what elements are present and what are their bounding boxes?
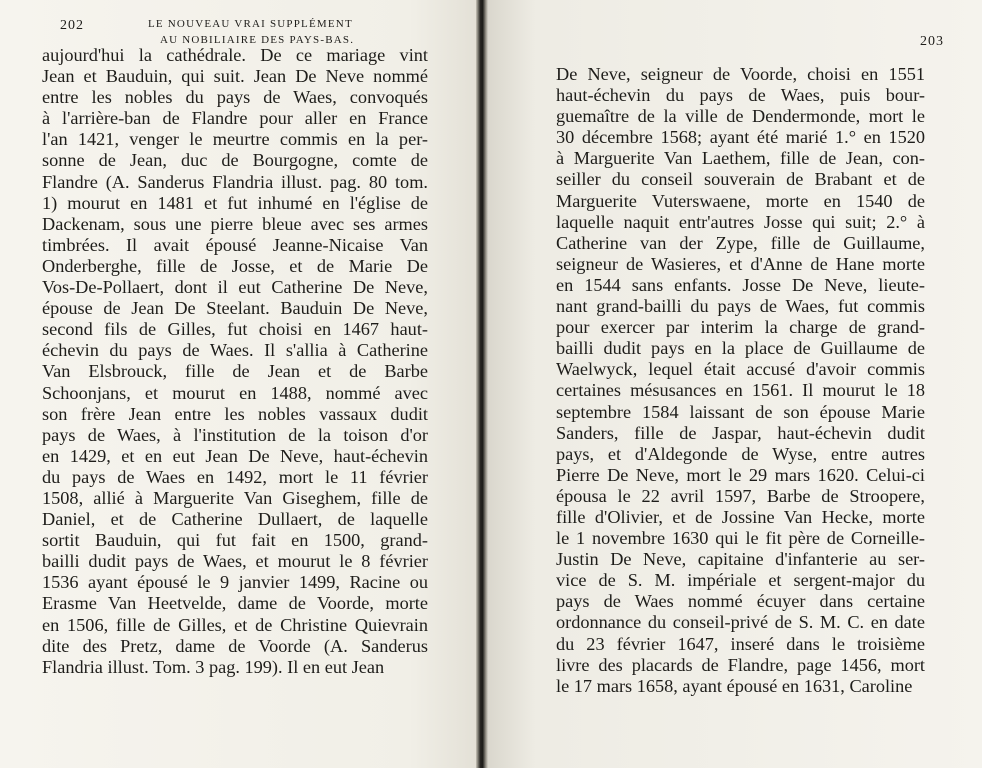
text-line: Erasme Van Heetvelde, dame de Voorde, morte — [42, 593, 428, 614]
text-line: le 1 novembre 1630 qui le fit père de Corneille- — [556, 528, 925, 549]
text-line: aujourd'hui la cathédrale. De ce mariage vint — [42, 45, 428, 65]
text-line: Dackenam, sous une pierre bleue avec ses armes — [42, 213, 428, 234]
text-line: Pierre De Neve, mort le 29 mars 1620. Celui-ci — [556, 464, 925, 485]
text-line: épousa le 22 avril 1597, Barbe de Stroopere, — [556, 485, 925, 506]
right-page-body — [556, 64, 925, 697]
text-line: sonne de Jean, duc de Bourgogne, comte de — [42, 150, 428, 171]
text-line: livre des placards de Flandre, page 1456, mort — [556, 654, 925, 675]
text-line: du pays de Waes en 1492, mort le 11 février — [42, 466, 428, 487]
text-line: guemaître de la ville de Dendermonde, mort le — [556, 106, 925, 127]
left-running-title: LE NOUVEAU VRAI SUPPLÉMENT — [148, 18, 353, 30]
text-line: Marguerite Vuterswaene, morte en 1540 de — [556, 190, 925, 211]
text-line: du 23 février 1647, inseré dans le troisième — [556, 633, 925, 654]
text-line: sortit Bauduin, qui fut fait en 1500, grand- — [42, 530, 428, 551]
text-line: épouse de Jean De Steelant. Bauduin De Neve, — [42, 298, 428, 319]
text-line: bailli dudit pays de Waes, et mourut le 8 février — [42, 551, 428, 572]
text-line: dite des Pretz, dame de Voorde (A. Sanderus — [42, 635, 428, 656]
text-line: l'an 1421, venger le meurtre commis en la per- — [42, 129, 428, 150]
text-line: seigneur de Wasieres, et d'Anne de Hane morte — [556, 253, 925, 274]
text-line: en 1544 sans enfants. Josse De Neve, lieute- — [556, 274, 925, 295]
text-line: Justin De Neve, capitaine d'infanterie au ser- — [556, 549, 925, 570]
text-line: vice de S. M. impériale et sergent-major du — [556, 570, 925, 591]
text-line: nant grand-bailli du pays de Waes, fut commis — [556, 296, 925, 317]
text-line: entre les nobles du pays de Waes, convoqués — [42, 87, 428, 108]
text-line: De Neve, seigneur de Voorde, choisi en 1551 — [556, 64, 925, 84]
text-line: Onderberghe, fille de Josse, et de Marie De — [42, 255, 428, 276]
text-line: Waelwyck, lequel était accusé d'avoir commis — [556, 359, 925, 380]
text-line: certaines mésusances en 1561. Il mourut le 18 — [556, 380, 925, 401]
text-line: à Marguerite Van Laethem, fille de Jean, con- — [556, 148, 925, 169]
text-line: Schoonjans, et mourut en 1488, nommé avec — [42, 382, 428, 403]
text-line: Flandria illust. Tom. 3 pag. 199). Il en eut Jean — [42, 656, 385, 677]
text-line: fille d'Olivier, et de Jossine Van Hecke, morte — [556, 506, 925, 527]
text-line: Jean et Bauduin, qui suit. Jean De Neve nommé — [42, 66, 428, 87]
text-line: 1508, allié à Marguerite Van Giseghem, fille de — [42, 487, 428, 508]
text-line: en 1506, fille de Gilles, et de Christine Quievrain — [42, 614, 428, 635]
text-line: septembre 1584 laissant de son épouse Marie — [556, 401, 925, 422]
text-line: pays de Waes nommé écuyer dans certaine — [556, 591, 925, 612]
text-line: pays de Waes, à l'institution de la toison d'or — [42, 424, 428, 445]
text-line: Vos-De-Pollaert, dont il eut Catherine De Neve, — [42, 277, 428, 298]
text-line: seiller du conseil souverain de Brabant et de — [556, 169, 925, 190]
text-line: son frère Jean entre les nobles vassaux dudit — [42, 403, 428, 424]
text-line: pour exercer par interim la charge de grand- — [556, 317, 925, 338]
text-line: Daniel, et de Catherine Dullaert, de laquelle — [42, 509, 428, 530]
right-page-number: 203 — [920, 34, 944, 49]
text-line: échevin du pays de Waes. Il s'allia à Catherine — [42, 340, 428, 361]
text-line: 30 décembre 1568; ayant été marié 1.° en 1520 — [556, 127, 925, 148]
text-line: Flandre (A. Sanderus Flandria illust. pag. 80 tom. — [42, 171, 428, 192]
text-line: ordonnance du conseil-privé de S. M. C. en date — [556, 612, 925, 633]
book-gutter — [476, 0, 488, 768]
text-line: Catherine van der Zype, fille de Guillaume, — [556, 232, 925, 253]
text-line: 1) mourut en 1481 et fut inhumé en l'église de — [42, 192, 428, 213]
text-line: Sanders, fille de Jaspar, haut-échevin dudit — [556, 422, 925, 443]
text-line: second fils de Gilles, fut choisi en 1467 haut- — [42, 319, 428, 340]
left-page-body — [42, 45, 428, 678]
text-line: haut-échevin du pays de Waes, puis bour- — [556, 85, 925, 106]
text-line: en 1429, et en eut Jean De Neve, haut-échevin — [42, 445, 428, 466]
text-line: à l'arrière-ban de Flandre pour aller en France — [42, 108, 428, 129]
text-line: Van Elsbrouck, fille de Jean et de Barbe — [42, 361, 428, 382]
text-line: pays, et d'Aldegonde de Wyse, entre autres — [556, 443, 925, 464]
text-line: laquelle naquit entr'autres Josse qui suit; 2.° à — [556, 211, 925, 232]
text-line: timbrées. Il avait épousé Jeanne-Nicaise Van — [42, 234, 428, 255]
text-line: le 17 mars 1658, ayant épousé en 1631, Caroline — [556, 675, 913, 696]
text-line: 1536 ayant épousé le 9 janvier 1499, Racine ou — [42, 572, 428, 593]
left-page-number: 202 — [60, 18, 84, 33]
right-running-title: AU NOBILIAIRE DES PAYS-BAS. — [160, 34, 355, 46]
text-line: bailli dudit pays en la place de Guillaume de — [556, 338, 925, 359]
